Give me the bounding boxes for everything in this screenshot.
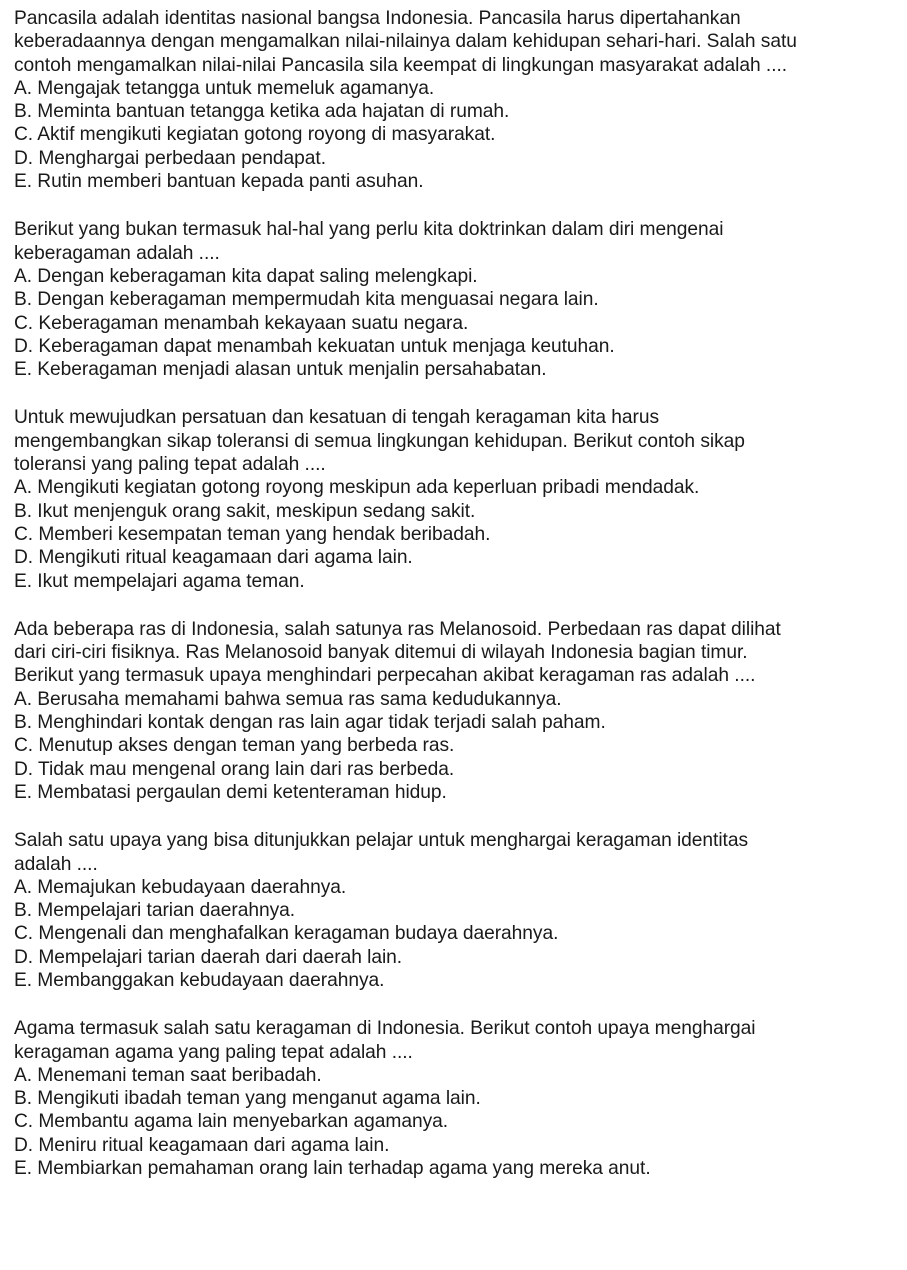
question-text: keberagaman adalah .... <box>14 242 220 264</box>
question-text: Berikut yang bukan termasuk hal-hal yang perlu kita doktrinkan dalam diri mengenai <box>14 219 724 241</box>
option-c: C. Menutup akses dengan teman yang berbeda ras. <box>14 735 455 757</box>
option-c: C. Mengenali dan menghafalkan keragaman budaya daerahnya. <box>14 923 559 945</box>
question-text: toleransi yang paling tepat adalah .... <box>14 454 326 476</box>
option-e: E. Membiarkan pemahaman orang lain terhadap agama yang mereka anut. <box>14 1158 651 1180</box>
question-text: Salah satu upaya yang bisa ditunjukkan pelajar untuk menghargai keragaman identitas <box>14 830 748 852</box>
option-a: A. Mengajak tetangga untuk memeluk agamanya. <box>14 77 435 99</box>
question-text: keberadaannya dengan mengamalkan nilai-nilainya dalam kehidupan sehari-hari. Salah satu <box>14 31 797 53</box>
option-b: B. Menghindari kontak dengan ras lain agar tidak terjadi salah paham. <box>14 712 606 734</box>
question-text: keragaman agama yang paling tepat adalah .... <box>14 1041 413 1063</box>
option-d: D. Mengikuti ritual keagamaan dari agama lain. <box>14 547 413 569</box>
question-text: adalah .... <box>14 853 98 875</box>
option-b: B. Mempelajari tarian daerahnya. <box>14 900 296 922</box>
option-a: A. Mengikuti kegiatan gotong royong meskipun ada keperluan pribadi mendadak. <box>14 477 700 499</box>
option-d: D. Tidak mau mengenal orang lain dari ras berbeda. <box>14 758 455 780</box>
question-1 <box>14 7 900 193</box>
question-text: Untuk mewujudkan persatuan dan kesatuan di tengah keragaman kita harus <box>14 407 660 429</box>
document <box>14 7 900 1205</box>
question-text: Berikut yang termasuk upaya menghindari perpecahan akibat keragaman ras adalah .... <box>14 665 756 687</box>
question-text: Agama termasuk salah satu keragaman di Indonesia. Berikut contoh upaya menghargai <box>14 1018 756 1040</box>
option-d: D. Keberagaman dapat menambah kekuatan untuk menjaga keutuhan. <box>14 335 615 357</box>
option-e: E. Ikut mempelajari agama teman. <box>14 570 305 592</box>
option-a: A. Memajukan kebudayaan daerahnya. <box>14 876 347 898</box>
question-text: mengembangkan sikap toleransi di semua lingkungan kehidupan. Berikut contoh sikap <box>14 430 745 452</box>
option-e: E. Rutin memberi bantuan kepada panti asuhan. <box>14 171 424 193</box>
option-c: C. Membantu agama lain menyebarkan agamanya. <box>14 1111 449 1133</box>
option-d: D. Mempelajari tarian daerah dari daerah lain. <box>14 946 403 968</box>
question-text: dari ciri-ciri fisiknya. Ras Melanosoid banyak ditemui di wilayah Indonesia bagian timur. <box>14 642 748 664</box>
question-3 <box>14 406 900 592</box>
question-text: Pancasila adalah identitas nasional bangsa Indonesia. Pancasila harus dipertahankan <box>14 8 741 29</box>
option-b: B. Dengan keberagaman mempermudah kita menguasai negara lain. <box>14 289 599 311</box>
option-c: C. Keberagaman menambah kekayaan suatu negara. <box>14 312 469 334</box>
option-c: C. Memberi kesempatan teman yang hendak beribadah. <box>14 523 491 545</box>
question-4 <box>14 618 900 804</box>
option-b: B. Meminta bantuan tetangga ketika ada hajatan di rumah. <box>14 101 510 123</box>
option-e: E. Keberagaman menjadi alasan untuk menjalin persahabatan. <box>14 359 547 381</box>
option-a: A. Berusaha memahami bahwa semua ras sama kedudukannya. <box>14 688 562 710</box>
question-5 <box>14 829 900 992</box>
option-e: E. Membanggakan kebudayaan daerahnya. <box>14 969 385 991</box>
option-a: A. Dengan keberagaman kita dapat saling melengkapi. <box>14 265 478 287</box>
option-a: A. Menemani teman saat beribadah. <box>14 1064 322 1086</box>
option-d: D. Meniru ritual keagamaan dari agama lain. <box>14 1134 390 1156</box>
question-6 <box>14 1017 900 1180</box>
question-text: Ada beberapa ras di Indonesia, salah satunya ras Melanosoid. Perbedaan ras dapat dilihat <box>14 618 781 640</box>
question-text: contoh mengamalkan nilai-nilai Pancasila sila keempat di lingkungan masyarakat adalah .... <box>14 54 788 76</box>
option-d: D. Menghargai perbedaan pendapat. <box>14 147 326 169</box>
option-b: B. Mengikuti ibadah teman yang menganut agama lain. <box>14 1088 481 1110</box>
question-2 <box>14 218 900 381</box>
option-b: B. Ikut menjenguk orang sakit, meskipun sedang sakit. <box>14 500 476 522</box>
option-e: E. Membatasi pergaulan demi ketenteraman hidup. <box>14 781 447 803</box>
option-c: C. Aktif mengikuti kegiatan gotong royong di masyarakat. <box>14 124 496 146</box>
